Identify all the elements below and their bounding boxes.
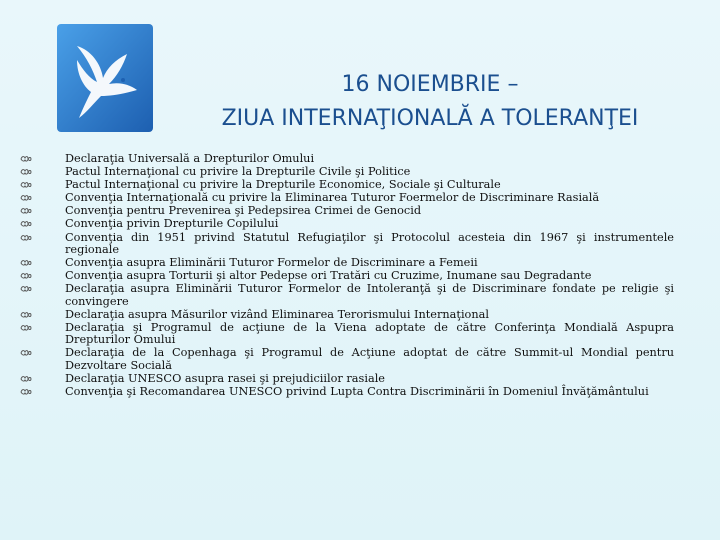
list-item bbox=[20, 373, 674, 385]
ornament-bullet-icon bbox=[20, 285, 32, 293]
list-item-text: Convenţia asupra Torturii şi altor Pedepse ori Tratări cu Cruzime, Inumane sau Degradante bbox=[65, 269, 592, 283]
ornament-bullet-icon bbox=[20, 311, 32, 319]
list-item-text: Convenţia din 1951 privind Statutul Refugiaţilor şi Protocolul acesteia din 1967 şi instrumentele regionale bbox=[65, 230, 674, 256]
document-list bbox=[20, 153, 674, 399]
ornament-bullet-icon bbox=[20, 234, 32, 242]
ornament-bullet-icon bbox=[20, 207, 32, 215]
ornament-bullet-icon bbox=[20, 181, 32, 189]
logo bbox=[57, 24, 153, 132]
list-item-text: Declaraţia asupra Eliminării Tuturor Formelor de Intoleranţă şi de Discriminare fondate pe religie şi convingere bbox=[65, 282, 674, 308]
list-item-text: Pactul Internaţional cu privire la Drepturile Economice, Sociale şi Culturale bbox=[65, 178, 501, 192]
list-item bbox=[20, 153, 674, 165]
list-item-text: Pactul Internaţional cu privire la Drepturile Civile şi Politice bbox=[65, 165, 411, 179]
list-item-text: Convenţia şi Recomandarea UNESCO privind Lupta Contra Discriminării în Domeniul Învăţământului bbox=[65, 384, 649, 398]
list-item-text: Declaraţia asupra Măsurilor vizând Eliminarea Terorismului Internaţional bbox=[65, 307, 489, 321]
list-item-text: Declaraţia de la Copenhaga şi Programul de Acţiune adoptat de către Summit-ul Mondial pentru Dezvoltare Socială bbox=[65, 346, 674, 372]
ornament-bullet-icon bbox=[20, 324, 32, 332]
list-item-text: Declaraţia UNESCO asupra rasei şi prejudiciilor rasiale bbox=[65, 371, 385, 385]
ornament-bullet-icon bbox=[20, 194, 32, 202]
ornament-bullet-icon bbox=[20, 388, 32, 396]
list-item-text: Convenţia Internaţională cu privire la Eliminarea Tuturor Foermelor de Discriminare Rasială bbox=[65, 191, 600, 205]
list-item bbox=[20, 270, 674, 282]
list-item bbox=[20, 218, 674, 230]
list-item bbox=[20, 205, 674, 217]
ornament-bullet-icon bbox=[20, 272, 32, 280]
ornament-bullet-icon bbox=[20, 220, 32, 228]
list-item bbox=[20, 347, 674, 372]
list-item bbox=[20, 166, 674, 178]
list-item-text: Convenţia pentru Prevenirea şi Pedepsirea Crimei de Genocid bbox=[65, 204, 422, 218]
list-item bbox=[20, 232, 674, 257]
title-line-1: 16 NOIEMBRIE – bbox=[341, 72, 519, 97]
list-item-text: Declaraţia şi Programul de acţiune de la Viena adoptate de către Conferinţa Mondială Aspupra Drepturilor Omului bbox=[65, 320, 674, 347]
title-line-2: ZIUA INTERNAŢIONALĂ A TOLERANŢEI bbox=[221, 106, 639, 131]
list-item-text: Declaraţia Universală a Drepturilor Omului bbox=[65, 152, 315, 165]
list-item bbox=[20, 257, 674, 269]
dove-icon bbox=[57, 24, 153, 132]
list-item bbox=[20, 283, 674, 308]
ornament-bullet-icon bbox=[20, 375, 32, 383]
ornament-bullet-icon bbox=[20, 349, 32, 357]
list-item bbox=[20, 192, 674, 204]
page-title bbox=[160, 68, 700, 136]
ornament-bullet-icon bbox=[20, 155, 32, 163]
list-item bbox=[20, 322, 674, 347]
ornament-bullet-icon bbox=[20, 259, 32, 267]
list-item bbox=[20, 179, 674, 191]
list-item-text: Convenţia asupra Eliminării Tuturor Formelor de Discriminare a Femeii bbox=[65, 256, 478, 270]
ornament-bullet-icon bbox=[20, 168, 32, 176]
list-item bbox=[20, 309, 674, 321]
list-item bbox=[20, 386, 674, 398]
list-item-text: Convenţia privin Drepturile Copilului bbox=[65, 217, 279, 231]
